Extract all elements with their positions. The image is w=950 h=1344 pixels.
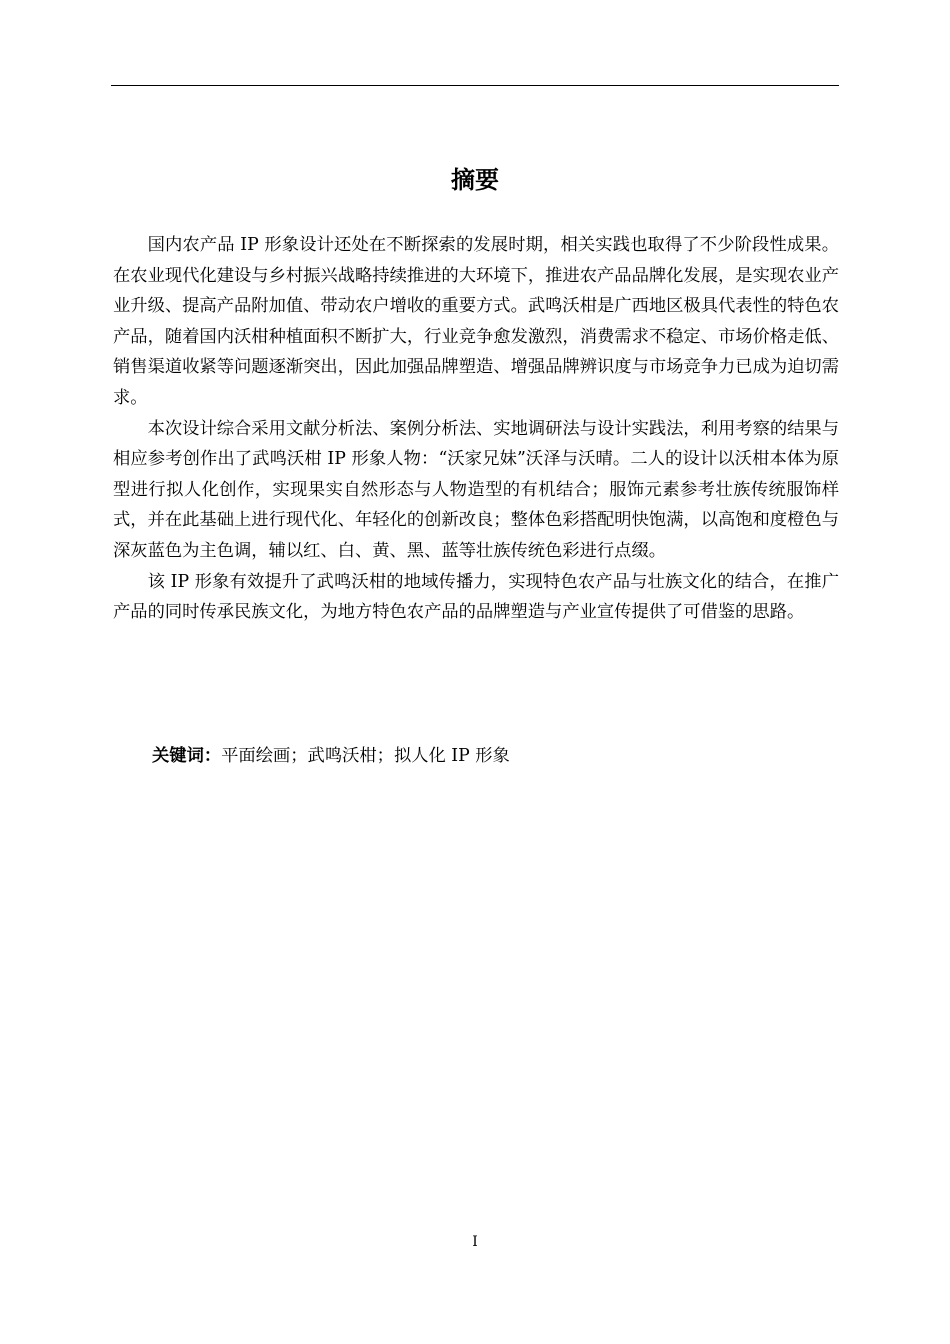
keywords-line [152,741,839,771]
abstract-body [113,230,839,628]
keywords-value: 平面绘画；武鸣沃柑；拟人化 IP 形象 [221,746,510,766]
page-number: I [472,1234,478,1250]
abstract-paragraph-3: 该 IP 形象有效提升了武鸣沃柑的地域传播力，实现特色农产品与壮族文化的结合，在推广产品的同时传承民族文化，为地方特色农产品的品牌塑造与产业宣传提供了可借鉴的思路。 [113,571,839,623]
abstract-paragraph-1: 国内农产品 IP 形象设计还处在不断探索的发展时期，相关实践也取得了不少阶段性成果。在农业现代化建设与乡村振兴战略持续推进的大环境下，推进农产品品牌化发展，是实现农业产业升级、提高产品附加值、带动农户增收的重要方式。武鸣沃柑是广西地区极具代表性的特色农产品，随着国内沃柑种植面积不断扩大，行业竞争愈发激烈，消费需求不稳定、市场价格走低、销售渠道收紧等问题逐渐突出，因此加强品牌塑造、增强品牌辨识度与市场竞争力已成为迫切需求。 [113,235,839,408]
abstract-paragraph-2: 本次设计综合采用文献分析法、案例分析法、实地调研法与设计实践法，利用考察的结果与相应参考创作出了武鸣沃柑 IP 形象人物：“沃家兄妹”沃泽与沃晴。二人的设计以沃柑本体为原型进行拟人化创作，实现果实自然形态与人物造型的有机结合；服饰元素参考壮族传统服饰样式，并在此基础上进行现代化、年轻化的创新改良；整体色彩搭配明快饱满，以高饱和度橙色与深灰蓝色为主色调，辅以红、白、黄、黑、蓝等壮族传统色彩进行点缀。 [113,418,839,561]
header-rule [111,85,839,86]
page-title: 摘要 [451,166,499,194]
keywords-label: 关键词： [152,746,222,766]
